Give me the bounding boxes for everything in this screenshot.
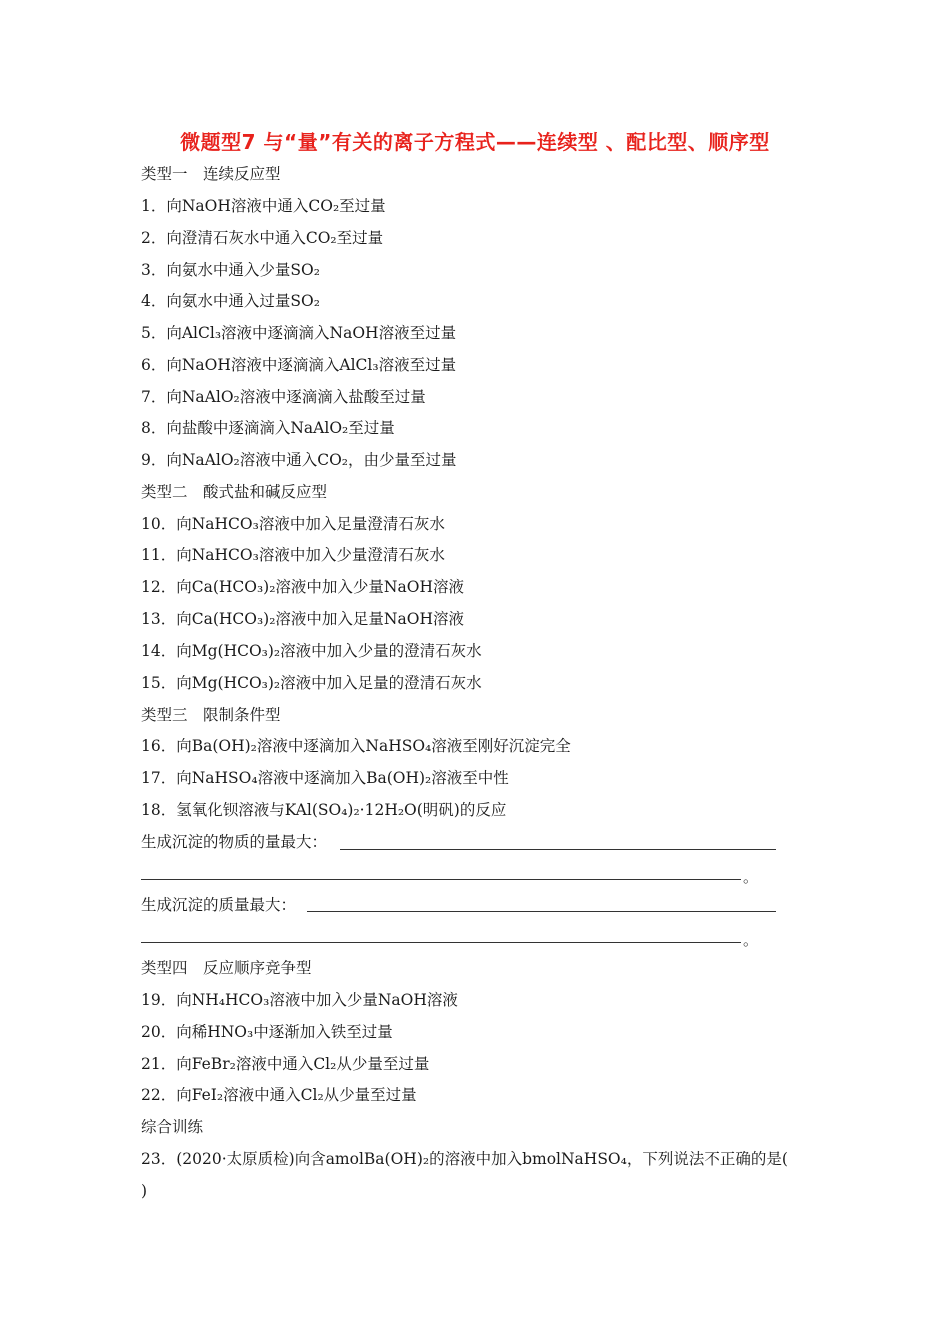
question-21: 21．向FeBr₂溶液中通入Cl₂从少量至过量 [141, 1055, 430, 1073]
period-mark-2: 。 [743, 931, 759, 949]
question-22: 22．向FeI₂溶液中通入Cl₂从少量至过量 [141, 1086, 417, 1104]
answer-blank-max-mass-1[interactable] [307, 911, 776, 912]
prompt-max-mass: 生成沉淀的质量最大： [141, 896, 297, 914]
question-16: 16．向Ba(OH)₂溶液中逐滴加入NaHSO₄溶液至刚好沉淀完全 [141, 737, 571, 755]
question-4: 4．向氨水中通入过量SO₂ [141, 292, 320, 310]
section-heading-4: 类型四 反应顺序竞争型 [141, 959, 312, 977]
question-6: 6．向NaOH溶液中逐滴滴入AlCl₃溶液至过量 [141, 356, 457, 374]
question-8: 8．向盐酸中逐滴滴入NaAlO₂至过量 [141, 419, 395, 437]
answer-blank-max-moles-2[interactable] [141, 879, 741, 880]
question-1: 1．向NaOH溶液中通入CO₂至过量 [141, 197, 386, 215]
question-3: 3．向氨水中通入少量SO₂ [141, 261, 320, 279]
prompt-max-moles: 生成沉淀的物质的量最大： [141, 833, 328, 851]
question-5: 5．向AlCl₃溶液中逐滴滴入NaOH溶液至过量 [141, 324, 457, 342]
question-15: 15．向Mg(HCO₃)₂溶液中加入足量的澄清石灰水 [141, 674, 482, 692]
question-20: 20．向稀HNO₃中逐渐加入铁至过量 [141, 1023, 393, 1041]
period-mark-1: 。 [743, 868, 759, 886]
answer-blank-max-mass-2[interactable] [141, 942, 741, 943]
answer-blank-max-moles-1[interactable] [340, 849, 776, 850]
section-heading-5: 综合训练 [141, 1118, 204, 1136]
question-18: 18．氢氧化钡溶液与KAl(SO₄)₂·12H₂O(明矾)的反应 [141, 801, 507, 819]
question-23: 23．(2020·太原质检)向含amolBa(OH)₂的溶液中加入bmolNaHSO₄，下列说法不正确的是( [141, 1150, 788, 1168]
question-12: 12．向Ca(HCO₃)₂溶液中加入少量NaOH溶液 [141, 578, 464, 596]
question-19: 19．向NH₄HCO₃溶液中加入少量NaOH溶液 [141, 991, 458, 1009]
question-23-close-paren: ) [141, 1182, 148, 1200]
question-10: 10．向NaHCO₃溶液中加入足量澄清石灰水 [141, 515, 445, 533]
section-heading-1: 类型一 连续反应型 [141, 165, 281, 183]
question-9: 9．向NaAlO₂溶液中通入CO₂，由少量至过量 [141, 451, 457, 469]
question-14: 14．向Mg(HCO₃)₂溶液中加入少量的澄清石灰水 [141, 642, 482, 660]
section-heading-3: 类型三 限制条件型 [141, 706, 281, 724]
page-title: 微题型7 与“量”有关的离子方程式——连续型 、配比型、顺序型 [180, 130, 770, 154]
section-heading-2: 类型二 酸式盐和碱反应型 [141, 483, 328, 501]
question-2: 2．向澄清石灰水中通入CO₂至过量 [141, 229, 384, 247]
question-7: 7．向NaAlO₂溶液中逐滴滴入盐酸至过量 [141, 388, 426, 406]
question-17: 17．向NaHSO₄溶液中逐滴加入Ba(OH)₂溶液至中性 [141, 769, 509, 787]
question-13: 13．向Ca(HCO₃)₂溶液中加入足量NaOH溶液 [141, 610, 464, 628]
question-11: 11．向NaHCO₃溶液中加入少量澄清石灰水 [141, 546, 445, 564]
